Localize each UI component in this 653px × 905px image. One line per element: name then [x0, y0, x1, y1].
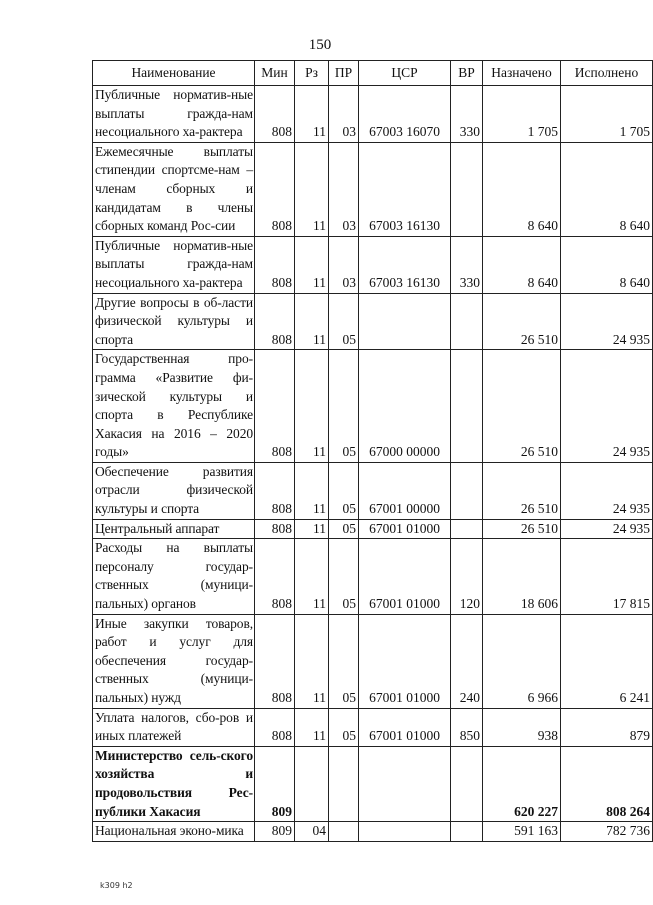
- cell-pr: 05: [329, 293, 359, 350]
- cell-name: Обеспечение развития отрасли физической культуры и спорта: [93, 462, 255, 519]
- cell-assigned: 938: [483, 708, 561, 746]
- table-row: [93, 822, 653, 842]
- cell-pr: 05: [329, 519, 359, 539]
- cell-executed: 24 935: [561, 293, 653, 350]
- header-name: Наименование: [93, 61, 255, 86]
- table-row: [93, 519, 653, 539]
- cell-csr: 67001 01000: [359, 614, 451, 708]
- cell-executed: 782 736: [561, 822, 653, 842]
- cell-csr: [359, 746, 451, 821]
- cell-min: 808: [255, 462, 295, 519]
- cell-name: Расходы на выплаты персоналу государ-ственных (муници-пальных) органов: [93, 539, 255, 614]
- cell-rz: [295, 746, 329, 821]
- cell-name: Другие вопросы в об-ласти физической культуры и спорта: [93, 293, 255, 350]
- cell-min: 808: [255, 293, 295, 350]
- cell-pr: 05: [329, 462, 359, 519]
- cell-executed: 1 705: [561, 86, 653, 143]
- cell-vr: [451, 142, 483, 236]
- page-number: 150: [308, 37, 332, 53]
- header-pr: ПР: [329, 61, 359, 86]
- cell-name: Государственная про-грамма «Развитие фи-зической культуры и спорта в Республике Хакасия на 2016 – 2020 годы»: [93, 350, 255, 463]
- cell-pr: 03: [329, 236, 359, 293]
- header-assigned: Назначено: [483, 61, 561, 86]
- cell-name: Уплата налогов, сбо-ров и иных платежей: [93, 708, 255, 746]
- cell-pr: 03: [329, 142, 359, 236]
- cell-csr: [359, 822, 451, 842]
- cell-min: 808: [255, 142, 295, 236]
- cell-assigned: 26 510: [483, 350, 561, 463]
- cell-executed: 6 241: [561, 614, 653, 708]
- cell-rz: 11: [295, 539, 329, 614]
- cell-executed: 8 640: [561, 236, 653, 293]
- cell-min: 808: [255, 539, 295, 614]
- header-vr: ВР: [451, 61, 483, 86]
- cell-vr: [451, 822, 483, 842]
- cell-min: 808: [255, 708, 295, 746]
- cell-vr: [451, 462, 483, 519]
- cell-min: 808: [255, 350, 295, 463]
- cell-name: Иные закупки товаров, работ и услуг для обеспечения государ-ственных (муници-пальных) нужд: [93, 614, 255, 708]
- cell-assigned: 8 640: [483, 236, 561, 293]
- cell-pr: 03: [329, 86, 359, 143]
- cell-pr: [329, 822, 359, 842]
- cell-executed: 24 935: [561, 519, 653, 539]
- cell-vr: 120: [451, 539, 483, 614]
- cell-assigned: 18 606: [483, 539, 561, 614]
- cell-assigned: 620 227: [483, 746, 561, 821]
- cell-min: 808: [255, 614, 295, 708]
- cell-vr: [451, 350, 483, 463]
- table-row: [93, 350, 653, 463]
- cell-min: 808: [255, 519, 295, 539]
- cell-vr: [451, 519, 483, 539]
- cell-vr: 850: [451, 708, 483, 746]
- cell-csr: 67003 16130: [359, 236, 451, 293]
- cell-min: 809: [255, 746, 295, 821]
- table-row: [93, 462, 653, 519]
- cell-vr: 330: [451, 86, 483, 143]
- cell-assigned: 26 510: [483, 293, 561, 350]
- cell-csr: 67001 01000: [359, 539, 451, 614]
- cell-assigned: 26 510: [483, 519, 561, 539]
- cell-executed: 24 935: [561, 462, 653, 519]
- cell-pr: [329, 746, 359, 821]
- header-min: Мин: [255, 61, 295, 86]
- header-executed: Исполнено: [561, 61, 653, 86]
- table-body: [93, 86, 653, 842]
- cell-assigned: 1 705: [483, 86, 561, 143]
- cell-name: Публичные норматив-ные выплаты гражда-нам несоциального ха-рактера: [93, 86, 255, 143]
- cell-name: Министерство сель-ского хозяйства и продовольствия Рес-публики Хакасия: [93, 746, 255, 821]
- cell-pr: 05: [329, 708, 359, 746]
- cell-assigned: 591 163: [483, 822, 561, 842]
- table-row: [93, 236, 653, 293]
- table-row: [93, 746, 653, 821]
- cell-vr: 240: [451, 614, 483, 708]
- cell-csr: 67001 00000: [359, 462, 451, 519]
- cell-csr: 67001 01000: [359, 519, 451, 539]
- cell-executed: 808 264: [561, 746, 653, 821]
- cell-executed: 879: [561, 708, 653, 746]
- table-row: [93, 708, 653, 746]
- cell-rz: 11: [295, 708, 329, 746]
- table-row: [93, 293, 653, 350]
- cell-vr: 330: [451, 236, 483, 293]
- cell-assigned: 6 966: [483, 614, 561, 708]
- cell-rz: 04: [295, 822, 329, 842]
- header-rz: Рз: [295, 61, 329, 86]
- header-csr: ЦСР: [359, 61, 451, 86]
- cell-executed: 24 935: [561, 350, 653, 463]
- cell-pr: 05: [329, 614, 359, 708]
- cell-csr: 67003 16070: [359, 86, 451, 143]
- cell-assigned: 8 640: [483, 142, 561, 236]
- budget-table: [92, 60, 653, 842]
- cell-pr: 05: [329, 539, 359, 614]
- cell-vr: [451, 293, 483, 350]
- cell-rz: 11: [295, 614, 329, 708]
- cell-assigned: 26 510: [483, 462, 561, 519]
- table-header-row: [93, 61, 653, 86]
- cell-rz: 11: [295, 293, 329, 350]
- cell-rz: 11: [295, 462, 329, 519]
- cell-name: Публичные норматив-ные выплаты гражда-нам несоциального ха-рактера: [93, 236, 255, 293]
- cell-rz: 11: [295, 236, 329, 293]
- cell-pr: 05: [329, 350, 359, 463]
- cell-vr: [451, 746, 483, 821]
- cell-executed: 17 815: [561, 539, 653, 614]
- budget-table-container: [92, 60, 650, 864]
- cell-rz: 11: [295, 86, 329, 143]
- cell-min: 809: [255, 822, 295, 842]
- cell-name: Центральный аппарат: [93, 519, 255, 539]
- cell-csr: 67001 01000: [359, 708, 451, 746]
- cell-rz: 11: [295, 519, 329, 539]
- cell-min: 808: [255, 236, 295, 293]
- cell-rz: 11: [295, 350, 329, 463]
- cell-rz: 11: [295, 142, 329, 236]
- cell-csr: 67003 16130: [359, 142, 451, 236]
- cell-executed: 8 640: [561, 142, 653, 236]
- table-row: [93, 539, 653, 614]
- cell-name: Национальная эконо-мика: [93, 822, 255, 842]
- table-row: [93, 86, 653, 143]
- table-row: [93, 614, 653, 708]
- cell-csr: [359, 293, 451, 350]
- footer-code: k309 h2: [100, 881, 133, 890]
- cell-name: Ежемесячные выплаты стипендии спортсме-нам – членам сборных и кандидатам в члены сборных команд Рос-сии: [93, 142, 255, 236]
- table-row: [93, 142, 653, 236]
- cell-min: 808: [255, 86, 295, 143]
- cell-csr: 67000 00000: [359, 350, 451, 463]
